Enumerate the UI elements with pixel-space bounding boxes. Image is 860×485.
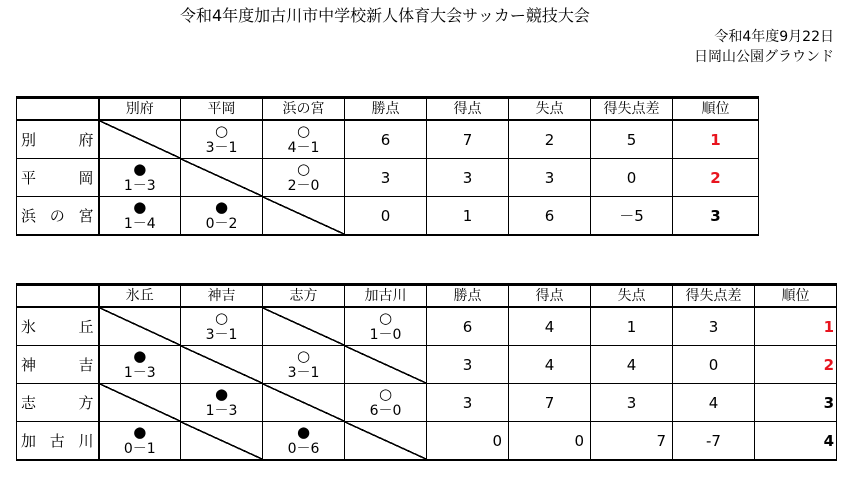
page-title: 令和4年度加古川市中学校新人体育大会サッカー競技大会	[180, 6, 590, 25]
win-mark: ○	[214, 309, 229, 327]
league-a-table	[16, 96, 759, 236]
goals-for-cell: 3	[427, 159, 509, 197]
goals-for-cell: 4	[509, 346, 591, 384]
column-header: 得点	[427, 98, 509, 121]
points-cell: 6	[345, 120, 427, 159]
points-cell: 6	[427, 307, 509, 346]
self-match-cell	[99, 120, 181, 159]
table-row	[17, 307, 837, 346]
column-header: 神吉	[181, 285, 263, 308]
win-mark: ○	[378, 309, 393, 327]
goals-against-cell: 7	[591, 422, 673, 461]
column-header: 順位	[673, 98, 759, 121]
table-row	[17, 159, 759, 197]
table-row	[17, 346, 837, 384]
match-result	[263, 422, 345, 461]
table-row	[17, 120, 759, 159]
goals-for-cell: 1	[427, 197, 509, 236]
match-score: 1－3	[123, 178, 156, 194]
goal-difference-cell: 3	[673, 307, 755, 346]
loss-mark: ●	[133, 160, 147, 178]
table-row	[17, 197, 759, 236]
column-header: 失点	[509, 98, 591, 121]
rank-cell: 2	[673, 159, 759, 197]
loss-mark: ●	[133, 347, 147, 365]
league-b-header-row	[17, 285, 837, 308]
rank-cell: 4	[755, 422, 837, 461]
team-name: 志 方	[17, 384, 99, 422]
loss-mark: ●	[214, 385, 229, 403]
header-corner	[17, 98, 99, 121]
no-match-cell	[181, 422, 263, 461]
league-a-header-row	[17, 98, 759, 121]
no-match-cell	[345, 346, 427, 384]
match-date: 令和4年度9月22日	[714, 29, 834, 45]
no-match-cell	[263, 307, 345, 346]
rank-cell: 2	[755, 346, 837, 384]
win-mark: ○	[296, 160, 311, 178]
match-result	[181, 197, 263, 236]
goal-difference-cell: 0	[673, 346, 755, 384]
goals-against-cell: 3	[509, 159, 591, 197]
match-result	[99, 159, 181, 197]
team-name: 氷 丘	[17, 307, 99, 346]
points-cell: 0	[345, 197, 427, 236]
column-header: 志方	[263, 285, 345, 308]
league-b-table	[16, 283, 837, 461]
header-corner	[17, 285, 99, 308]
column-header: 得失点差	[673, 285, 755, 308]
match-result	[99, 422, 181, 461]
match-score: 0－2	[205, 216, 238, 232]
match-score: 0－6	[287, 441, 320, 457]
column-header: 加古川	[345, 285, 427, 308]
self-match-cell	[99, 307, 181, 346]
team-name: 神 吉	[17, 346, 99, 384]
match-result	[181, 307, 263, 346]
column-header: 得失点差	[591, 98, 673, 121]
goals-against-cell: 3	[591, 384, 673, 422]
match-result	[345, 307, 427, 346]
no-match-cell	[99, 384, 181, 422]
self-match-cell	[181, 159, 263, 197]
match-result	[263, 159, 345, 197]
column-header: 別府	[99, 98, 181, 121]
column-header: 勝点	[427, 285, 509, 308]
match-score: 1－3	[205, 403, 238, 419]
match-score: 4－1	[287, 140, 320, 156]
points-cell: 3	[427, 346, 509, 384]
table-row	[17, 422, 837, 461]
column-header: 勝点	[345, 98, 427, 121]
match-result	[263, 346, 345, 384]
match-score: 3－1	[287, 365, 320, 381]
points-cell: 3	[427, 384, 509, 422]
rank-cell: 3	[673, 197, 759, 236]
column-header: 氷丘	[99, 285, 181, 308]
goal-difference-cell: －5	[591, 197, 673, 236]
match-score: 3－1	[205, 327, 238, 343]
team-name: 平 岡	[17, 159, 99, 197]
goals-against-cell: 1	[591, 307, 673, 346]
team-name: 別 府	[17, 120, 99, 159]
goal-difference-cell: 4	[673, 384, 755, 422]
goals-against-cell: 6	[509, 197, 591, 236]
goal-difference-cell: 5	[591, 120, 673, 159]
points-cell: 3	[345, 159, 427, 197]
goals-against-cell: 2	[509, 120, 591, 159]
loss-mark: ●	[133, 423, 147, 441]
win-mark: ○	[296, 122, 311, 140]
match-score: 1－4	[123, 216, 156, 232]
match-score: 1－3	[123, 365, 156, 381]
points-cell: 0	[427, 422, 509, 461]
match-result	[345, 384, 427, 422]
self-match-cell	[181, 346, 263, 384]
team-name: 加 古 川	[17, 422, 99, 461]
loss-mark: ●	[214, 198, 229, 216]
self-match-cell	[263, 197, 345, 236]
goals-for-cell: 4	[509, 307, 591, 346]
goals-for-cell: 0	[509, 422, 591, 461]
column-header: 平岡	[181, 98, 263, 121]
loss-mark: ●	[133, 198, 147, 216]
goal-difference-cell: 0	[591, 159, 673, 197]
match-score: 6－0	[369, 403, 402, 419]
match-result	[263, 120, 345, 159]
rank-cell: 3	[755, 384, 837, 422]
match-score: 3－1	[205, 140, 238, 156]
match-result	[181, 384, 263, 422]
goal-difference-cell: -7	[673, 422, 755, 461]
loss-mark: ●	[296, 423, 311, 441]
column-header: 得点	[509, 285, 591, 308]
match-score: 1－0	[369, 327, 402, 343]
table-row	[17, 384, 837, 422]
match-result	[181, 120, 263, 159]
rank-cell: 1	[755, 307, 837, 346]
column-header: 失点	[591, 285, 673, 308]
team-name: 浜 の 宮	[17, 197, 99, 236]
column-header: 順位	[755, 285, 837, 308]
self-match-cell	[345, 422, 427, 461]
win-mark: ○	[214, 122, 229, 140]
self-match-cell	[263, 384, 345, 422]
match-result	[99, 346, 181, 384]
goals-for-cell: 7	[427, 120, 509, 159]
column-header: 浜の宮	[263, 98, 345, 121]
match-result	[99, 197, 181, 236]
win-mark: ○	[378, 385, 393, 403]
match-score: 2－0	[287, 178, 320, 194]
rank-cell: 1	[673, 120, 759, 159]
win-mark: ○	[296, 347, 311, 365]
goals-for-cell: 7	[509, 384, 591, 422]
match-score: 0－1	[123, 441, 156, 457]
goals-against-cell: 4	[591, 346, 673, 384]
match-venue: 日岡山公園グラウンド	[694, 49, 834, 65]
